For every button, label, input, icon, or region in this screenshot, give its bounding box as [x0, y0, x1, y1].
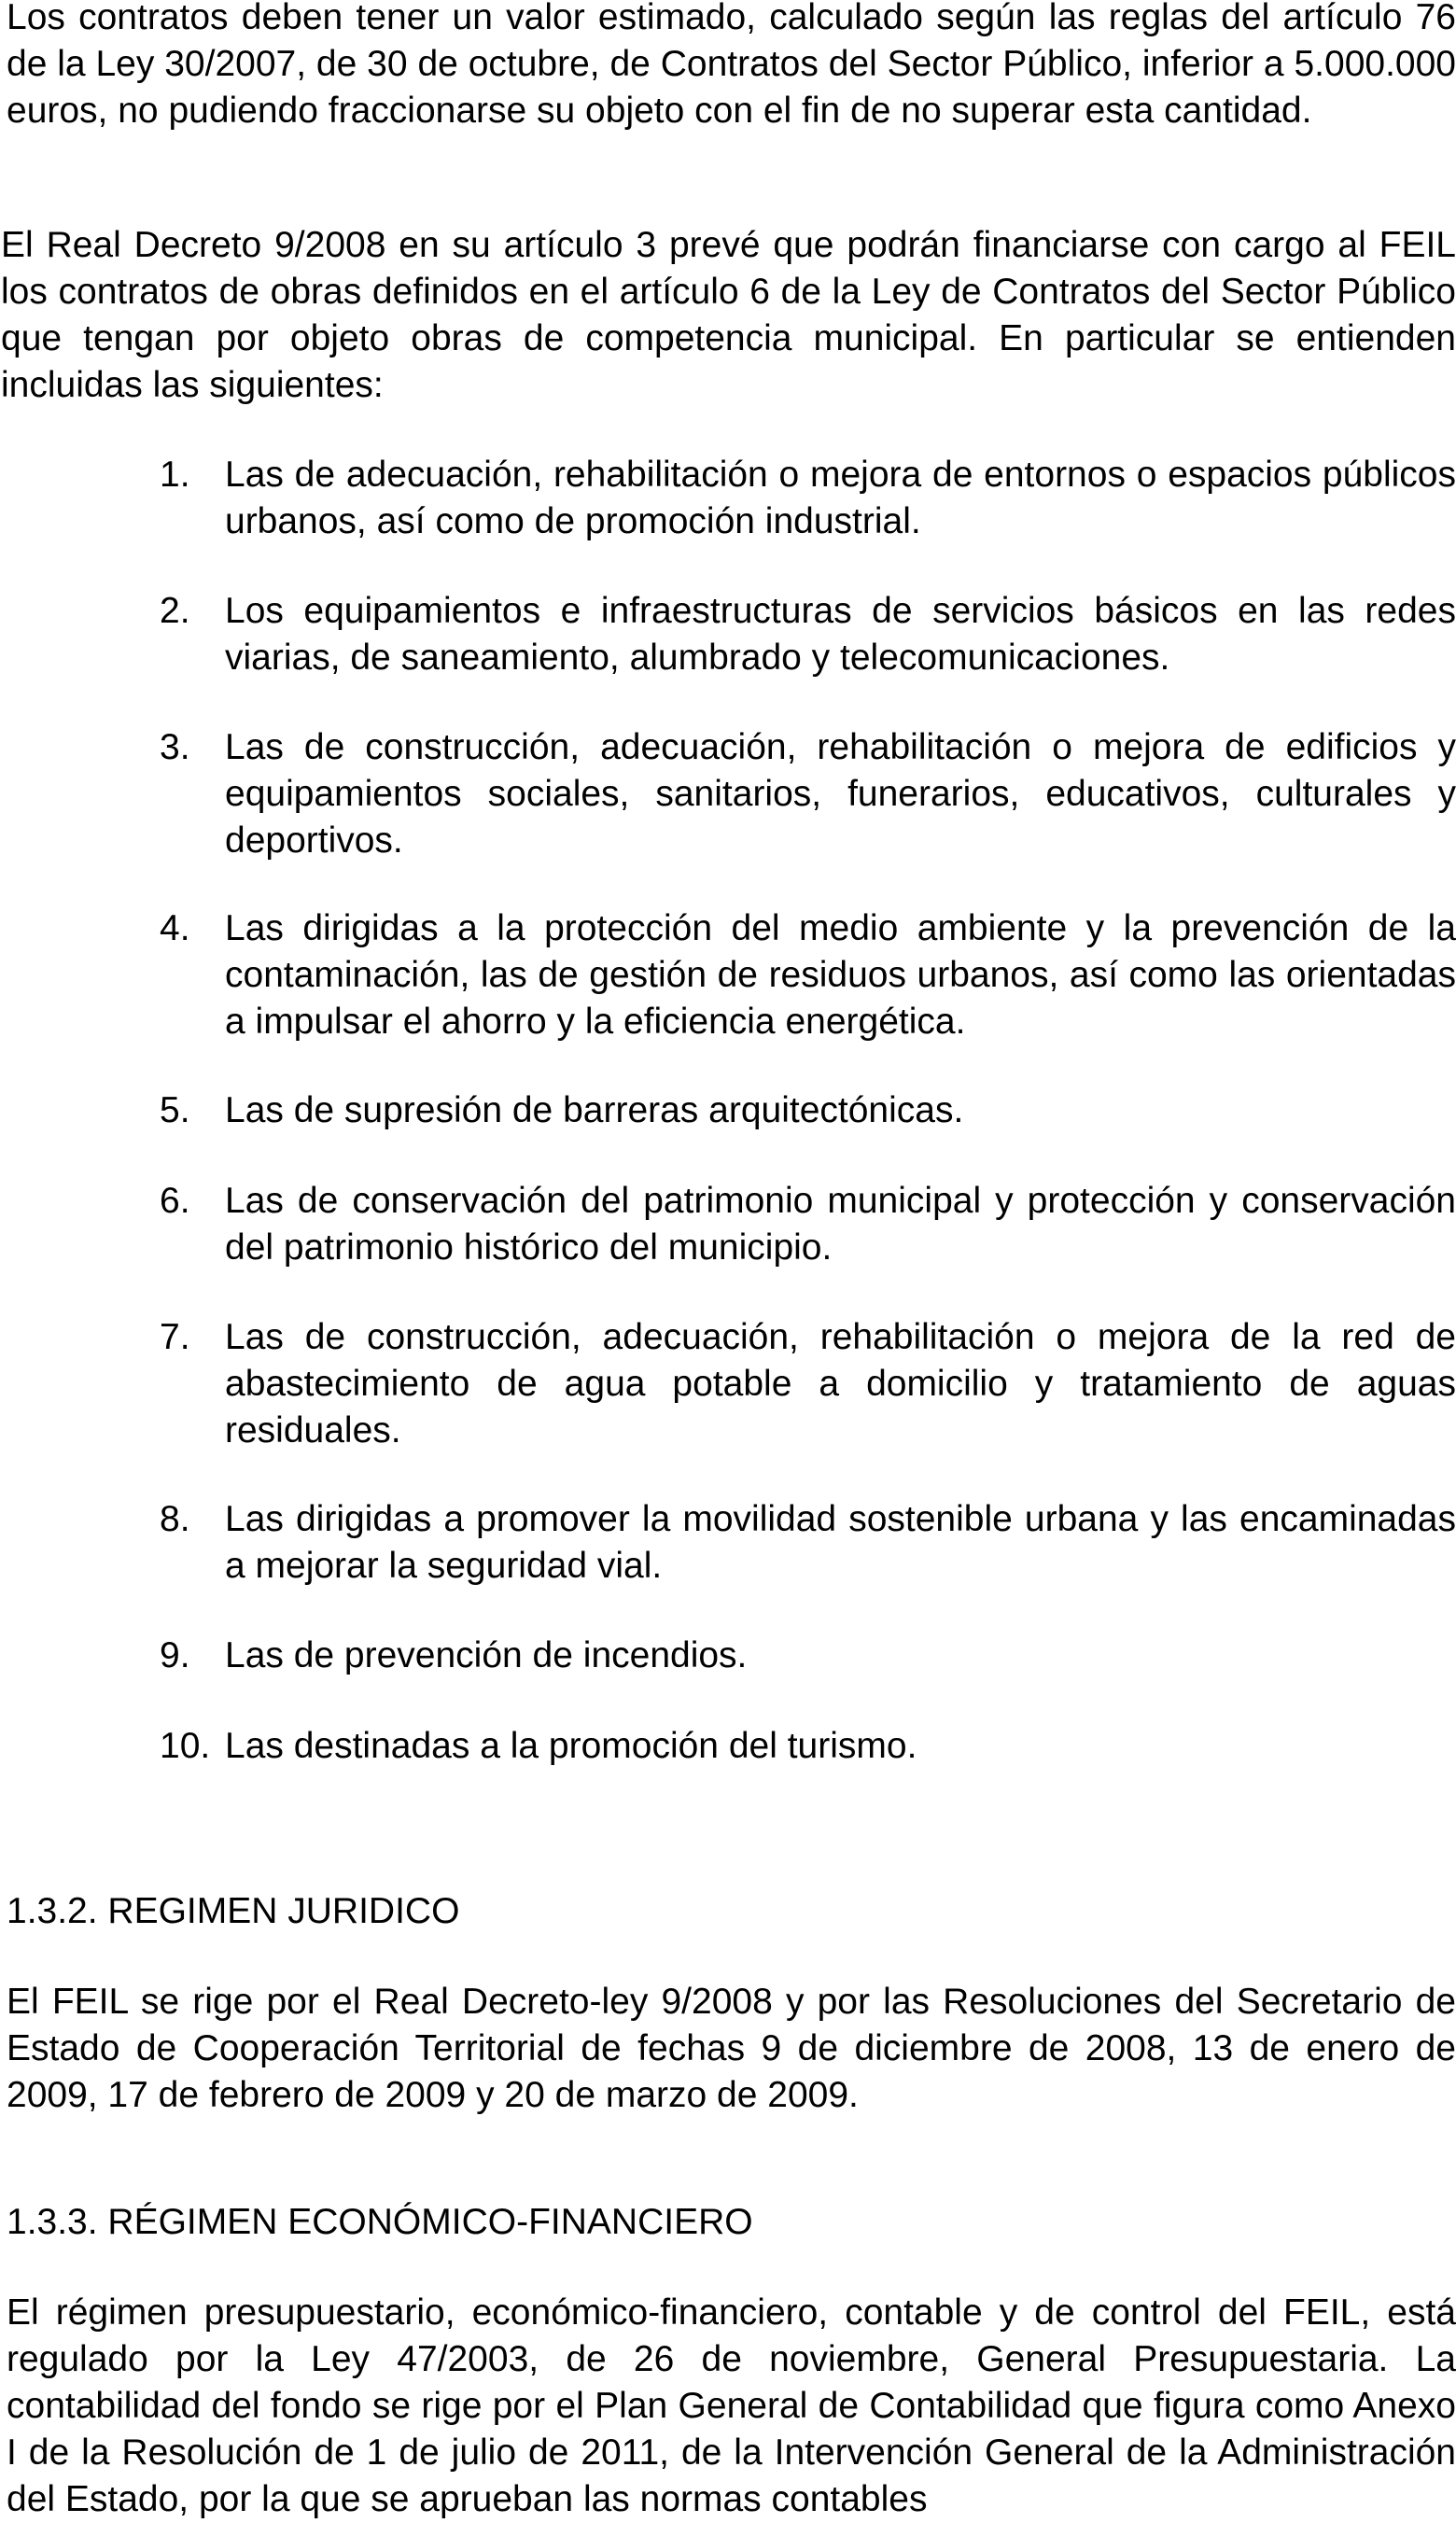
- paragraph-real-decreto: El Real Decreto 9/2008 en su artículo 3 prevé que podrán financiarse con cargo al FEIL los contratos de obras definidos en el artículo 6 de la Ley de Contratos del Sector Público que tengan por objeto obras de competencia municipal. En particular se entienden incluidas las siguientes:: [1, 225, 1456, 405]
- list-item-number: 9.: [160, 1635, 190, 1675]
- list-item-text: Las de supresión de barreras arquitectónicas.: [225, 1090, 964, 1130]
- list-item-number: 5.: [160, 1090, 190, 1130]
- list-item-text: Las dirigidas a promover la movilidad sostenible urbana y las encaminadas a mejorar la seguridad vial.: [225, 1499, 1456, 1586]
- paragraph-regimen-economico: El régimen presupuestario, económico-financiero, contable y de control del FEIL, está regulado por la Ley 47/2003, de 26 de noviembre, General Presupuestaria. La contabilidad del fondo se rige por el Plan General de Contabilidad que figura como Anexo I de la Resolución de 1 de julio de 2011, de la Intervención General de la Administración del Estado, por la que se aprueban las normas contables: [7, 2292, 1456, 2519]
- list-item-number: 2.: [160, 591, 190, 631]
- list-item-number: 10.: [160, 1726, 211, 1766]
- list-item-number: 3.: [160, 727, 190, 767]
- list-item-text: Las de construcción, adecuación, rehabilitación o mejora de edificios y equipamientos sociales, sanitarios, funerarios, educativos, culturales y deportivos.: [225, 727, 1456, 861]
- list-item-text: Los equipamientos e infraestructuras de servicios básicos en las redes viarias, de saneamiento, alumbrado y telecomunicaciones.: [225, 591, 1456, 678]
- list-item-text: Las de construcción, adecuación, rehabilitación o mejora de la red de abastecimiento de agua potable a domicilio y tratamiento de aguas residuales.: [225, 1317, 1456, 1451]
- list-item-number: 7.: [160, 1317, 190, 1357]
- list-item-text: Las de prevención de incendios.: [225, 1635, 748, 1675]
- list-item-text: Las de adecuación, rehabilitación o mejora de entornos o espacios públicos urbanos, así como de promoción industrial.: [225, 455, 1456, 541]
- section-heading-regimen-juridico: 1.3.2. REGIMEN JURIDICO: [7, 1891, 460, 1931]
- list-item-text: Las destinadas a la promoción del turismo.: [225, 1726, 917, 1766]
- section-heading-regimen-economico: 1.3.3. RÉGIMEN ECONÓMICO-FINANCIERO: [7, 2202, 753, 2242]
- list-item-number: 1.: [160, 455, 190, 495]
- list-item-number: 8.: [160, 1499, 190, 1539]
- paragraph-regimen-juridico: El FEIL se rige por el Real Decreto-ley 9/2008 y por las Resoluciones del Secretario de Estado de Cooperación Territorial de fechas 9 de diciembre de 2008, 13 de enero de 2009, 17 de febrero de 2009 y 20 de marzo de 2009.: [7, 1982, 1456, 2115]
- list-item-text: Las dirigidas a la protección del medio ambiente y la prevención de la contaminación, las de gestión de residuos urbanos, así como las orientadas a impulsar el ahorro y la eficiencia energética.: [225, 908, 1456, 1042]
- list-item-number: 4.: [160, 908, 190, 948]
- paragraph-contract-value: Los contratos deben tener un valor estimado, calculado según las reglas del artículo 76 de la Ley 30/2007, de 30 de octubre, de Contratos del Sector Público, inferior a 5.000.000 euros, no pudiendo fraccionarse su objeto con el fin de no superar esta cantidad.: [7, 0, 1456, 131]
- list-item-number: 6.: [160, 1181, 190, 1221]
- list-item-text: Las de conservación del patrimonio municipal y protección y conservación del patrimonio histórico del municipio.: [225, 1181, 1456, 1268]
